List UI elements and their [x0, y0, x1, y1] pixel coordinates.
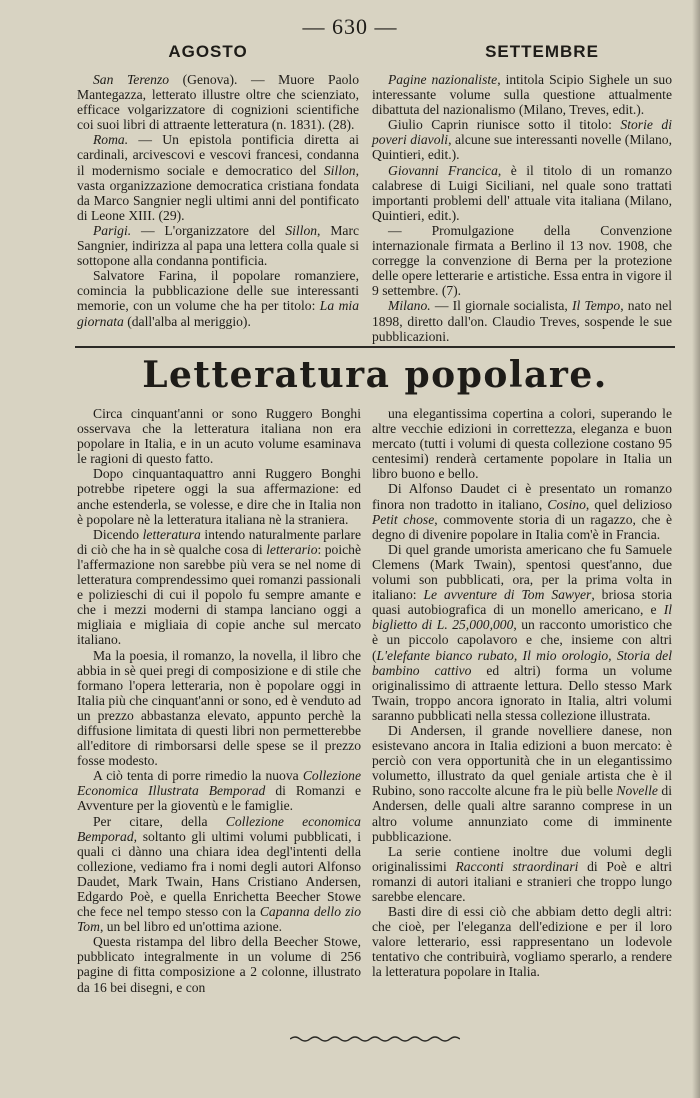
italic-run: Racconti straordinari — [455, 858, 579, 874]
text-run: (dall'alba al meriggio). — [123, 313, 251, 329]
text-run: intendo naturalmente parlare di ciò che ha in sè qualche cosa di — [77, 526, 362, 557]
text-run: , soltanto gli ultimi volumi pubblicati, i quali ci dànno una chiara idea degl'intenti della collezione, vediamo fra i nomi degli autori Alfonso Daudet, Mark Twain, Hans Cristiano Andersen, Edgardo Poè, e quella Enrichetta Beecher Stowe che fece nel tempo stesso con la — [77, 828, 361, 920]
text-run: — Il giornale socialista, — [430, 298, 572, 314]
text-run: Per citare, della — [93, 813, 226, 829]
italic-run: Roma. — [93, 132, 129, 148]
text-run: , Marc Sangnier, indirizza al papa una lettera colla quale si sottopone alla condanna pontificia. — [77, 222, 359, 269]
text-run: — L'organizzatore del — [131, 222, 286, 238]
italic-run: Parigi. — [93, 222, 132, 238]
paragraph — [77, 814, 361, 935]
paragraph — [77, 466, 361, 526]
text-run: Questa ristampa del libro della Beecher Stowe, pubblicato integralmente in un volume di 256 pagine di fitta composizione a 2 colonne, illustrato da 16 bei disegni, e con — [77, 934, 361, 995]
italic-run: Le avventure di Tom Sawyer — [423, 587, 592, 603]
paragraph — [372, 72, 672, 117]
text-run: una elegantissima copertina a colori, superando le altre vecchie edizioni in correttezza, eleganza e buon mercato (tutti i volumi di questa collezione costano 95 centesimi) renderà certamente popolare in Italia un libro buono e bello. — [372, 406, 672, 482]
paragraph — [372, 481, 672, 541]
text-run: : poichè l'affermazione non sarebbe più vera se nel nome di letteratura comprendessimo quei romanzi passionali e polizieschi di cui il popolo fu sempre amante e che i mezzi moderni di stampa lanciano oggi a migliaia e migliaia di copie anche sul mercato italiano. — [77, 541, 361, 648]
text-run: Salvatore Farina, il popolare romanziere, comincia la pubblicazione delle sue interessanti memorie, con un volume che ha per titolo: — [77, 268, 359, 314]
paragraph — [77, 132, 359, 223]
text-run: Giulio Caprin riunisce sotto il titolo: — [388, 117, 621, 133]
text-run: Dicendo — [93, 526, 143, 542]
italic-run: letterario — [266, 541, 318, 557]
italic-run: L'elefante bianco rubato, Il mio orologio, Storia del bambino cattivo — [372, 647, 672, 678]
paragraph — [372, 542, 672, 723]
text-run: di Poè e altri romanzi di autori italiani e stranieri che troppo lungo sarebbe elencare. — [372, 858, 673, 904]
italic-run: Capanna dello zio Tom — [77, 904, 361, 935]
text-run: — Promulgazione della Convenzione internazionale firmata a Berlino il 13 nov. 1908, che corregge la convenzione di Berna per la protezione delle opere letterarie e artistiche. Essa entra in vigore il 9 settembre. (7). — [372, 222, 672, 299]
text-run: — Un epistola pontificia diretta ai cardinali, arcivescovi e vescovi francesi, condanna il modernismo sociale e democratico del — [77, 132, 359, 178]
paragraph — [77, 268, 359, 328]
italic-run: Storie di poveri diavoli — [372, 117, 672, 148]
paragraph — [372, 723, 672, 844]
paragraph — [77, 648, 361, 769]
italic-run: Petit chose — [372, 511, 435, 527]
italic-run: Sillon — [323, 162, 356, 178]
paragraph — [77, 527, 361, 648]
text-run: Basti dire di essi ciò che abbiam detto degli altri: che cioè, per l'eleganza dell'edizione e per il loro valore letterario, essi rappresentano un lodevole tentativo che contribuirà, vogliamo sperarlo, a rendere la letteratura popolare in Italia. — [372, 904, 672, 980]
text-run: Ma la poesia, il romanzo, la novella, il libro che abbia in sè quei pregi di composizione e di stile che formano l'opera letteraria, non è popolare oggi in Italia più che cinquant'anni or sono, ed è venduto ad un prezzo abbastanza elevato, appunto perchè la diffusione limitata di questi libri non permetterebbe all'editore di rimborsarsi delle spese se il prezzo fosse modesto. — [77, 647, 361, 769]
text-run: , commovente storia di un ragazzo, che è degno di divenire popolare in Italia com'è in Francia. — [372, 511, 672, 542]
italic-run: Cosino — [547, 496, 586, 512]
text-run: , nato nel 1898, diretto dall'on. Claudio Treves, sospende le sue pubblicazioni. — [372, 298, 672, 344]
top-right-column — [372, 72, 672, 344]
italic-run: Novelle — [616, 783, 658, 799]
paragraph — [372, 163, 672, 223]
paragraph — [77, 223, 359, 268]
italic-run: Collezione economica Bemporad — [77, 813, 361, 844]
italic-run: Milano. — [388, 298, 431, 314]
text-run: , quel delizioso — [585, 496, 672, 512]
text-run: Di Andersen, il grande novelliere danese, non esistevano ancora in Italia edizioni a buon mercato: è perciò con vera opportunità che in un elegantissimo volumetto, illustrato da quel geniale artista che è il Rubino, sono raccolte alcune fra le più belle — [372, 722, 672, 799]
italic-run: Il biglietto di L. 25,000,000 — [372, 602, 672, 633]
top-left-column — [77, 72, 359, 329]
paragraph — [372, 904, 672, 979]
section-divider — [75, 346, 675, 348]
italic-run: La mia giornata — [77, 298, 359, 329]
text-run: (Genova). — Muore Paolo Mantegazza, letterato illustre oltre che scienziato, efficace volgarizzatore di cognizioni scientifiche coi suoi libri di attraente letteratura (n. 1831). (28). — [77, 72, 359, 133]
italic-run: San Terenzo — [93, 72, 170, 87]
text-run: , un racconto umoristico che è un piccolo capolavoro e che, insieme con altri ( — [372, 617, 672, 663]
page-edge-shadow — [692, 0, 700, 1098]
end-ornament — [290, 1034, 460, 1044]
italic-run: letteratura — [142, 526, 201, 542]
article-left-column — [77, 406, 361, 995]
text-run: Dopo cinquantaquattro anni Ruggero Bonghi potrebbe ripetere oggi la sua affermazione: ed anche estenderla, se volesse, e dire che in Italia non è popolare nè la letteratura italiana nè la straniera. — [77, 466, 361, 527]
page-number: — 630 — — [302, 14, 398, 39]
text-run: , è il titolo di un romanzo calabrese di Luigi Siciliani, nel quale sono trattati importanti problemi dell' attuale vita italiana (Milano, Quintieri, edit.). — [372, 162, 672, 223]
italic-run: Il Tempo — [571, 298, 621, 314]
paragraph — [77, 934, 361, 994]
paragraph — [372, 117, 672, 162]
text-run: , intitola Scipio Sighele un suo interessante volume sulla questione attualmente dibattuta del nazionalismo (Milano, Treves, edit.). — [372, 72, 673, 118]
text-run: , briosa storia quasi autobiografica di un monello americano, e — [372, 587, 672, 618]
article-title: Letteratura popolare. — [142, 354, 608, 396]
text-run: ed altri) forma un volume originalissimo di attraente lettura. Dello stesso Mark Twain, troppo ancora ignorato in Italia, altri volumi saranno pubblicati nella stessa collezione illustrata. — [372, 662, 672, 723]
text-run: Circa cinquant'anni or sono Ruggero Bonghi osservava che la letteratura italiana non era popolare in Italia, e in un acuto volume esaminava le ragioni di questo fatto. — [77, 406, 361, 467]
italic-run: Sillon — [285, 222, 318, 238]
paragraph — [372, 223, 672, 298]
paragraph — [77, 72, 359, 132]
italic-run: Pagine nazionaliste — [388, 72, 498, 87]
text-run: , alcune sue interessanti novelle (Milano, Quintieri, edit.). — [372, 132, 672, 163]
paragraph — [77, 768, 361, 813]
paragraph — [372, 298, 672, 343]
header-left: AGOSTO — [168, 42, 248, 61]
text-run: Di Alfonso Daudet ci è presentato un romanzo finora non tradotto in italiano, — [372, 481, 672, 512]
text-run: La serie contiene inoltre due volumi degli originalissimi — [372, 843, 672, 874]
paragraph — [372, 406, 672, 481]
paragraph — [372, 844, 672, 904]
article-right-column — [372, 406, 672, 980]
italic-run: Collezione Economica Illustrata Bemporad — [77, 768, 361, 799]
text-run: di Andersen, delle quali altre saranno comprese in un altro volume annunziato come di imminente pubblicazione. — [372, 783, 672, 844]
paragraph — [77, 406, 361, 466]
text-run: , un bel libro ed un'ottima azione. — [99, 919, 283, 935]
text-run: A ciò tenta di porre rimedio la nuova — [93, 768, 303, 784]
text-run: , vasta organizzazione democratica cristiana fondata da Marco Sangnier negli ultimi anni del pontificato di Leone XIII. (29). — [77, 162, 359, 223]
text-run: Di quel grande umorista americano che fu Samuele Clemens (Mark Twain), spentosi quest'anno, due volumi son pubblicati, ora, per la prima volta in italiano: — [372, 541, 672, 603]
header-right: SETTEMBRE — [485, 42, 599, 61]
italic-run: Giovanni Francica — [388, 162, 498, 178]
text-run: di Romanzi e Avventure per la gioventù e le famiglie. — [77, 783, 361, 814]
